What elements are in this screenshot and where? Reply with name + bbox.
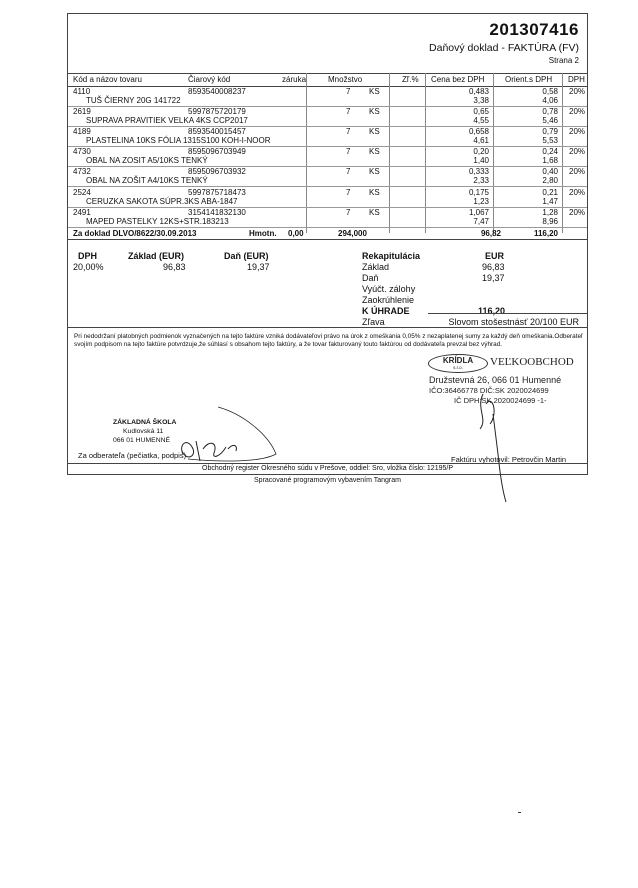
table-row bbox=[68, 187, 587, 208]
summary-total-net: 96,82 bbox=[480, 229, 501, 238]
cell-code: 4732 bbox=[73, 167, 91, 177]
registry-info: Obchodný register Okresného súdu v Prešove, oddiel: Sro, vložka číslo: 12195/P bbox=[202, 465, 453, 472]
recap-discount-label: Zľava bbox=[362, 317, 385, 327]
amount-in-words: Slovom stošestnásť 20/100 EUR bbox=[448, 317, 579, 327]
cell-code: 4189 bbox=[73, 127, 91, 137]
cell-price: 1,067 bbox=[468, 207, 489, 217]
recap-rounding-label: Zaokrúhlenie bbox=[362, 295, 415, 305]
cell-unit: KS bbox=[369, 207, 380, 217]
header-barcode: Čiarový kód bbox=[188, 75, 231, 84]
tax-header-base: Základ (EUR) bbox=[128, 251, 185, 261]
table-row bbox=[68, 106, 587, 127]
cell-price-vat: 0,79 bbox=[542, 127, 558, 137]
recap-tax-label: Daň bbox=[362, 273, 379, 283]
cell-price: 0,658 bbox=[468, 127, 489, 137]
cell-total: 1,23 bbox=[473, 196, 489, 206]
recap-due: 116,20 bbox=[478, 306, 506, 316]
cell-qty: 7 bbox=[346, 167, 351, 177]
cell-barcode: 8593540015457 bbox=[188, 127, 246, 137]
page-number: Strana 2 bbox=[548, 56, 579, 65]
cell-price-vat: 0,21 bbox=[542, 187, 558, 197]
cell-total-vat: 5,53 bbox=[542, 136, 558, 146]
header-price-net: Cena bez DPH bbox=[431, 75, 485, 84]
cell-unit: KS bbox=[369, 147, 380, 157]
tax-rate: 20,00% bbox=[73, 262, 104, 272]
cell-price: 0,65 bbox=[473, 107, 489, 117]
tax-base: 96,83 bbox=[163, 262, 186, 272]
seller-logo bbox=[428, 354, 488, 373]
separator bbox=[428, 313, 587, 314]
cell-name: PLASTELINA 10KS FÓLIA 1315S100 KOH-I-NOOR bbox=[86, 136, 271, 146]
cell-barcode: 3154141832130 bbox=[188, 207, 246, 217]
cell-name: CERUZKA SAKOTA SÚPR.3KS ABA-1847 bbox=[86, 196, 238, 206]
cell-vat: 20% bbox=[569, 187, 586, 197]
table-row bbox=[68, 146, 587, 167]
cell-total: 2,33 bbox=[473, 176, 489, 186]
cell-total: 7,47 bbox=[473, 216, 489, 226]
cell-name: MAPED PASTELKY 12KS+STR.183213 bbox=[86, 216, 229, 226]
header-price-vat: Orient.s DPH bbox=[505, 75, 553, 84]
cell-total-vat: 5,46 bbox=[542, 116, 558, 126]
seller-address: Družstevná 26, 066 01 Humenné bbox=[429, 375, 562, 385]
document-type: Daňový doklad - FAKTÚRA (FV) bbox=[429, 42, 579, 54]
summary-total-vat: 116,20 bbox=[533, 229, 558, 238]
cell-price: 0,483 bbox=[468, 87, 489, 96]
cell-unit: KS bbox=[369, 87, 380, 96]
separator bbox=[68, 327, 587, 328]
cell-total-vat: 8,96 bbox=[542, 216, 558, 226]
header-quantity: Množstvo bbox=[328, 75, 363, 84]
cell-name: TUŠ ČIERNY 20G 141722 bbox=[86, 96, 181, 105]
cell-barcode: 8595096703949 bbox=[188, 147, 246, 157]
cell-unit: KS bbox=[369, 187, 380, 197]
cell-code: 4730 bbox=[73, 147, 91, 157]
cell-barcode: 8593540008237 bbox=[188, 87, 246, 96]
invoice-number: 201307416 bbox=[489, 20, 579, 39]
cell-barcode: 8595096703932 bbox=[188, 167, 246, 177]
cell-qty: 7 bbox=[346, 87, 351, 96]
cell-name: OBAL NA ZOSIT A5/10KS TENKÝ bbox=[86, 156, 208, 166]
recap-advances-label: Vyúčt. zálohy bbox=[362, 284, 416, 294]
summary-quantity: 294,000 bbox=[338, 229, 367, 238]
cell-code: 2524 bbox=[73, 187, 91, 197]
cell-total: 4,55 bbox=[473, 116, 489, 126]
cell-qty: 7 bbox=[346, 187, 351, 197]
cell-price-vat: 0,24 bbox=[542, 147, 558, 157]
header-vat: DPH bbox=[568, 75, 585, 84]
seller-icdph: IČ DPH:SK 2020024699 -1- bbox=[454, 396, 547, 405]
table-row bbox=[68, 86, 587, 107]
cell-qty: 7 bbox=[346, 107, 351, 117]
cell-total-vat: 4,06 bbox=[542, 96, 558, 105]
cell-vat: 20% bbox=[569, 127, 586, 137]
recap-title: Rekapitulácia bbox=[362, 251, 421, 261]
seller-trade: VEĽKOOBCHOD bbox=[490, 356, 574, 368]
cell-price-vat: 0,40 bbox=[542, 167, 558, 177]
cell-vat: 20% bbox=[569, 107, 586, 117]
weight-value: 0,00 bbox=[288, 229, 304, 238]
seller-signature bbox=[468, 384, 528, 504]
cell-name: SUPRAVA PRAVITIEK VELKA 4KS CCP2017 bbox=[86, 116, 248, 126]
cell-code: 2619 bbox=[73, 107, 91, 117]
seller-logo-sub: s.r.o. bbox=[453, 365, 463, 370]
invoice-frame bbox=[67, 13, 588, 475]
weight-label: Hmotn. bbox=[249, 229, 277, 238]
table-row bbox=[68, 207, 587, 228]
issuer-label: Faktúru vyhotovil: Petrovčin Martin bbox=[451, 455, 567, 464]
cell-total-vat: 2,80 bbox=[542, 176, 558, 186]
cell-vat: 20% bbox=[569, 87, 586, 96]
summary-label: Za doklad DLVO/8622/30.09.2013 bbox=[73, 229, 197, 238]
cell-unit: KS bbox=[369, 107, 380, 117]
buyer-stamp-line1: ZÁKLADNÁ ŠKOLA bbox=[113, 419, 177, 426]
table-row bbox=[68, 126, 587, 147]
cell-barcode: 5997875720179 bbox=[188, 107, 246, 117]
cell-unit: KS bbox=[369, 127, 380, 137]
dot-mark bbox=[518, 812, 521, 813]
legal-note: Pri nedodržaní platobných podmienok vyznačených na tejto faktúre vzniká dodávateľovi právo na úrok z omeškania 0,05% z nezaplatenej sumy za každý deň omeškania.Odberateľ svojím podpisom na tejto faktúre potvrdzuje,že súhlasí s obsahom tejto faktúry, a že tovar fakturovaný touto faktúrou od dodávateľa prevzal bez výhrad. bbox=[74, 333, 583, 348]
table-header bbox=[68, 73, 587, 87]
cell-total: 4,61 bbox=[473, 136, 489, 146]
header-warranty: záruka bbox=[282, 75, 307, 84]
table-row bbox=[68, 166, 587, 187]
cell-total-vat: 1,68 bbox=[542, 156, 558, 166]
recap-due-label: K ÚHRADE bbox=[362, 306, 410, 316]
cell-price-vat: 0,58 bbox=[542, 87, 558, 96]
cell-qty: 7 bbox=[346, 147, 351, 157]
cell-vat: 20% bbox=[569, 147, 586, 157]
tax-header-rate: DPH bbox=[78, 251, 98, 261]
tax-header-tax: Daň (EUR) bbox=[224, 251, 269, 261]
recap-base-label: Základ bbox=[362, 262, 390, 272]
cell-price-vat: 0,78 bbox=[542, 107, 558, 117]
cell-barcode: 5997875718473 bbox=[188, 187, 246, 197]
cell-total: 1,40 bbox=[473, 156, 489, 166]
cell-price: 0,20 bbox=[473, 147, 489, 157]
cell-code: 4110 bbox=[73, 87, 91, 96]
buyer-stamp-line2: Kudlovská 11 bbox=[123, 428, 164, 435]
seller-ico: IČO:36466778 DIČ:SK 2020024699 bbox=[429, 386, 549, 395]
cell-vat: 20% bbox=[569, 167, 586, 177]
cell-price-vat: 1,28 bbox=[542, 207, 558, 217]
seller-logo-brand: KRÍDLA bbox=[442, 356, 474, 365]
recap-base: 96,83 bbox=[482, 262, 505, 272]
cell-total: 3,38 bbox=[473, 96, 489, 105]
header-code-name: Kód a názov tovaru bbox=[73, 75, 142, 84]
cell-price: 0,333 bbox=[468, 167, 489, 177]
cell-code: 2491 bbox=[73, 207, 91, 217]
separator bbox=[68, 463, 587, 464]
cell-price: 0,175 bbox=[468, 187, 489, 197]
cell-total-vat: 1,47 bbox=[542, 196, 558, 206]
cell-qty: 7 bbox=[346, 207, 351, 217]
tax-amount: 19,37 bbox=[247, 262, 270, 272]
header-discount: Zľ.% bbox=[402, 75, 419, 84]
buyer-sign-label: Za odberateľa (pečiatka, podpis) bbox=[78, 451, 187, 460]
cell-vat: 20% bbox=[569, 207, 586, 217]
recap-tax: 19,37 bbox=[482, 273, 505, 283]
software-info: Spracované programovým vybavením Tangram bbox=[254, 477, 401, 484]
cell-unit: KS bbox=[369, 167, 380, 177]
cell-name: OBAL NA ZOŠIT A4/10KS TENKÝ bbox=[86, 176, 208, 186]
summary-row bbox=[68, 227, 587, 240]
buyer-stamp-line3: 066 01 HUMENNÉ bbox=[113, 437, 171, 444]
cell-qty: 7 bbox=[346, 127, 351, 137]
recap-currency: EUR bbox=[485, 251, 505, 261]
